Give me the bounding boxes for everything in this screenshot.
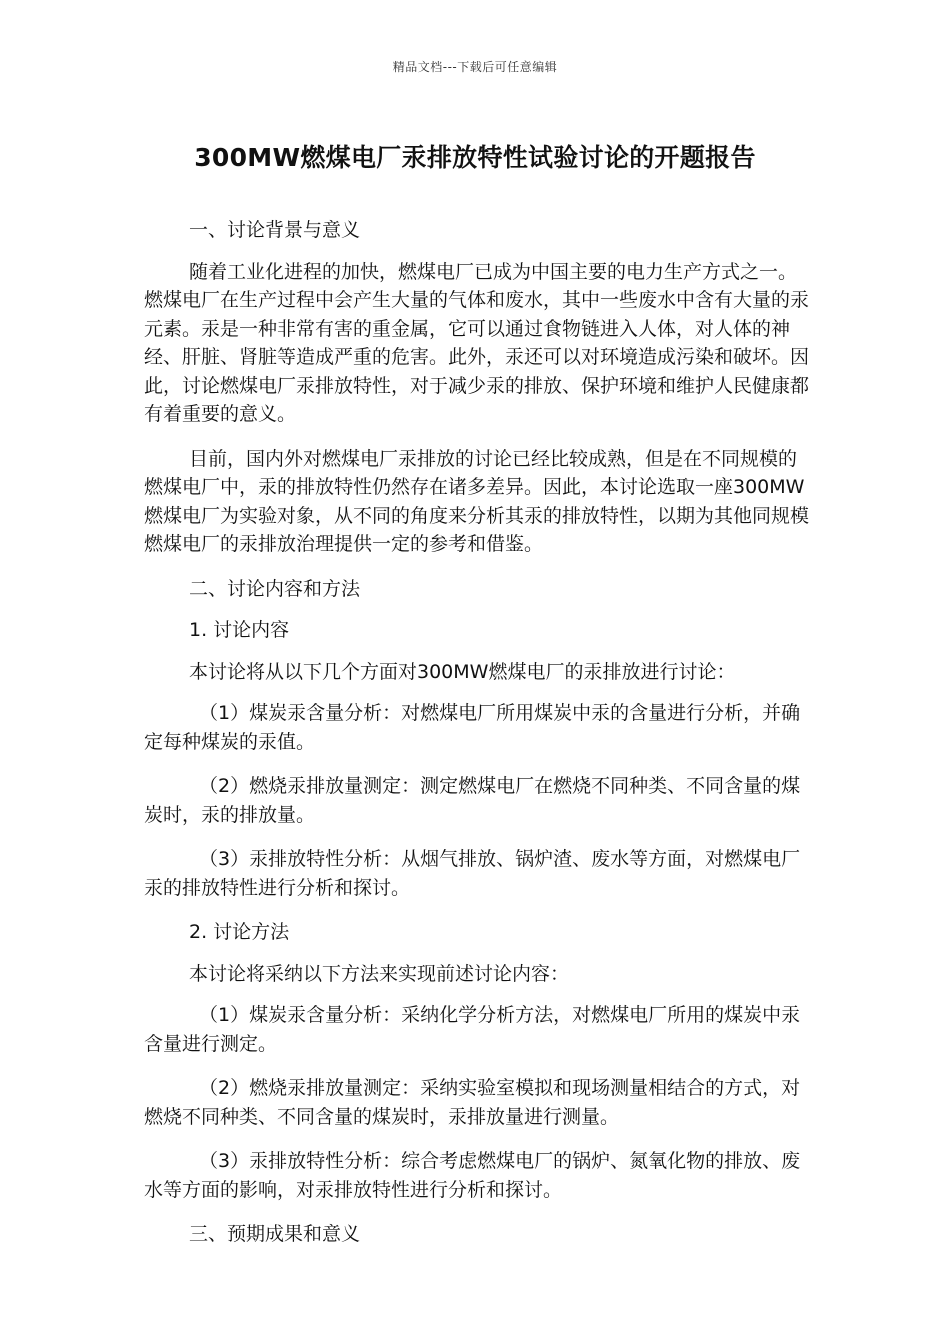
paragraph-background-2: 目前，国内外对燃煤电厂汞排放的讨论已经比较成熟，但是在不同规模的燃煤电厂中，汞的排放特性仍然存在诸多差异。因此，本讨论选取一座300MW燃煤电厂为实验对象，从不同的角度来分析其汞的排放特性，以期为其他同规模燃煤电厂的汞排放治理提供一定的参考和借鉴。 <box>144 447 810 555</box>
subsection-heading-content: 1. 讨论内容 <box>189 619 290 641</box>
document-body <box>144 216 814 1249</box>
section-heading-1: 一、讨论背景与意义 <box>189 219 361 241</box>
subsection-heading-method: 2. 讨论方法 <box>189 921 290 943</box>
list-item: （2）燃烧汞排放量测定：采纳实验室模拟和现场测量相结合的方式，对燃烧不同种类、不同含量的煤炭时，汞排放量进行测量。 <box>144 1077 801 1128</box>
section-heading-3: 三、预期成果和意义 <box>189 1223 361 1245</box>
header-note: 精品文档---下载后可任意编辑 <box>392 60 558 74</box>
paragraph-background-1: 随着工业化进程的加快，燃煤电厂已成为中国主要的电力生产方式之一。燃煤电厂在生产过程中会产生大量的气体和废水，其中一些废水中含有大量的汞元素。汞是一种非常有害的重金属，它可以通过食物链进入人体，对人体的神经、肝脏、肾脏等造成严重的危害。此外，汞还可以对环境造成污染和破坏。因此，讨论燃煤电厂汞排放特性，对于减少汞的排放、保护环境和维护人民健康都有着重要的意义。 <box>144 260 810 425</box>
list-item: （3）汞排放特性分析：综合考虑燃煤电厂的锅炉、氮氧化物的排放、废水等方面的影响，对汞排放特性进行分析和探讨。 <box>144 1150 801 1201</box>
list-item: （1）煤炭汞含量分析：对燃煤电厂所用煤炭中汞的含量进行分析，并确定每种煤炭的汞值。 <box>144 702 801 753</box>
list-item: （2）燃烧汞排放量测定：测定燃煤电厂在燃烧不同种类、不同含量的煤炭时，汞的排放量。 <box>144 775 801 826</box>
paragraph-method-intro: 本讨论将采纳以下方法来实现前述讨论内容： <box>189 962 570 985</box>
list-item: （3）汞排放特性分析：从烟气排放、锅炉渣、废水等方面，对燃煤电厂汞的排放特性进行分析和探讨。 <box>144 848 801 899</box>
paragraph-content-intro: 本讨论将从以下几个方面对300MW燃煤电厂的汞排放进行讨论： <box>189 660 736 683</box>
section-heading-2: 二、讨论内容和方法 <box>189 577 361 600</box>
list-item: （1）煤炭汞含量分析：采纳化学分析方法，对燃煤电厂所用的煤炭中汞含量进行测定。 <box>144 1004 801 1055</box>
document-title: 300MW燃煤电厂汞排放特性试验讨论的开题报告 <box>194 143 756 172</box>
